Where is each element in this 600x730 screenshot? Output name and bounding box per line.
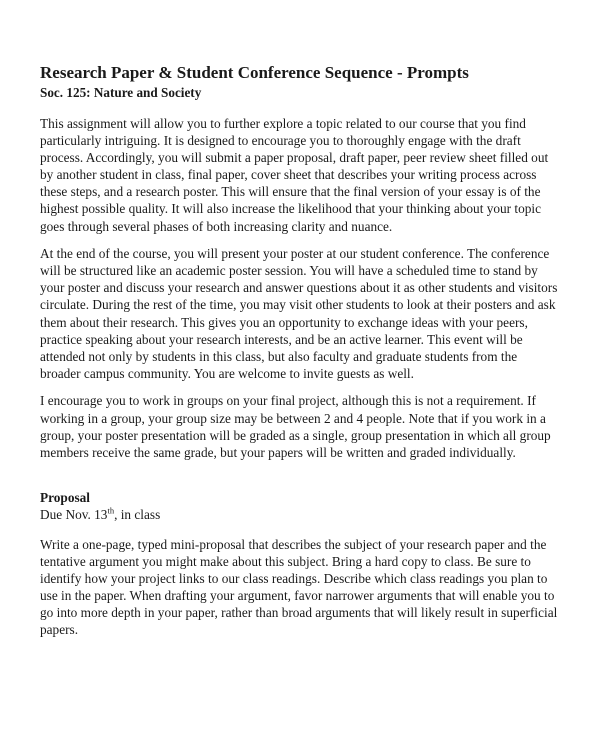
text-line: papers. [40,622,79,638]
text-line: This assignment will allow you to further explore a topic related to our course that you find [40,116,526,131]
text-line: them about their research. This gives you an opportunity to exchange ideas with your peers, [40,314,528,330]
text-line: I encourage you to work in groups on your final project, although this is not a requirement. If [40,393,536,409]
text-line: will be structured like an academic poster session. You will have a scheduled time to stand by [40,263,538,279]
text-line: identify how your project links to our class readings. Describe which class readings you plan to [40,570,548,586]
text-line: particularly intriguing. It is designed to encourage you to thoroughly engage with the draft [40,133,521,149]
text-line: goes through several phases of both increasing clarity and nuance. [40,218,393,234]
due-date-text: Due Nov. 13 [40,506,108,522]
text-line: attended not only by students in this class, but also faculty and graduate students from the [40,348,518,364]
text-line: by another student in class, final paper, cover sheet that describes your writing process across [40,167,537,183]
text-line: your poster and discuss your research and answer questions about it as other students and visitors [40,280,558,296]
document-title: Research Paper & Student Conference Sequence - Prompts [40,63,469,82]
text-line: these steps, and a research poster. This will ensure that the final version of your essay is of the [40,184,541,200]
text-line: process. Accordingly, you will submit a paper proposal, draft paper, peer review sheet filled out [40,150,549,166]
proposal-due-date [40,506,570,523]
proposal-heading: Proposal [40,489,90,505]
text-line: practice speaking about your research interests, and be an active learner. This event will be [40,331,523,347]
text-line: Write a one-page, typed mini-proposal that describes the subject of your research paper and the [40,536,547,552]
conference-paragraph [40,245,570,382]
due-date-ordinal: th [107,505,115,516]
text-line: circulate. During the rest of the time, you may visit other students to look at their posters and ask [40,297,556,313]
text-line: go into more depth in your paper, rather than broad arguments that will likely result in superficial [40,605,558,621]
text-line: use in the paper. When drafting your argument, favor narrower arguments that will enable you to [40,588,555,604]
text-line: group, your poster presentation will be graded as a single, group presentation in which all group [40,427,551,443]
text-line: At the end of the course, you will present your poster at our student conference. The conference [40,246,550,262]
groups-paragraph [40,392,570,460]
text-line: tentative argument you might make about this subject. Bring a hard copy to class. Be sure to [40,553,531,569]
text-line: highest possible quality. It will also increase the likelihood that your thinking about your topic [40,201,542,217]
text-line: broader campus community. You are welcome to invite guests as well. [40,365,414,381]
proposal-paragraph [40,536,570,639]
text-line: members receive the same grade, but your papers will be written and graded individually. [40,444,516,460]
intro-paragraph [40,115,570,235]
text-line: working in a group, your group size may be between 2 and 4 people. Note that if you work in a [40,410,546,426]
due-date-location: , in class [114,506,161,522]
course-subtitle: Soc. 125: Nature and Society [40,85,202,100]
document-page [40,62,570,649]
